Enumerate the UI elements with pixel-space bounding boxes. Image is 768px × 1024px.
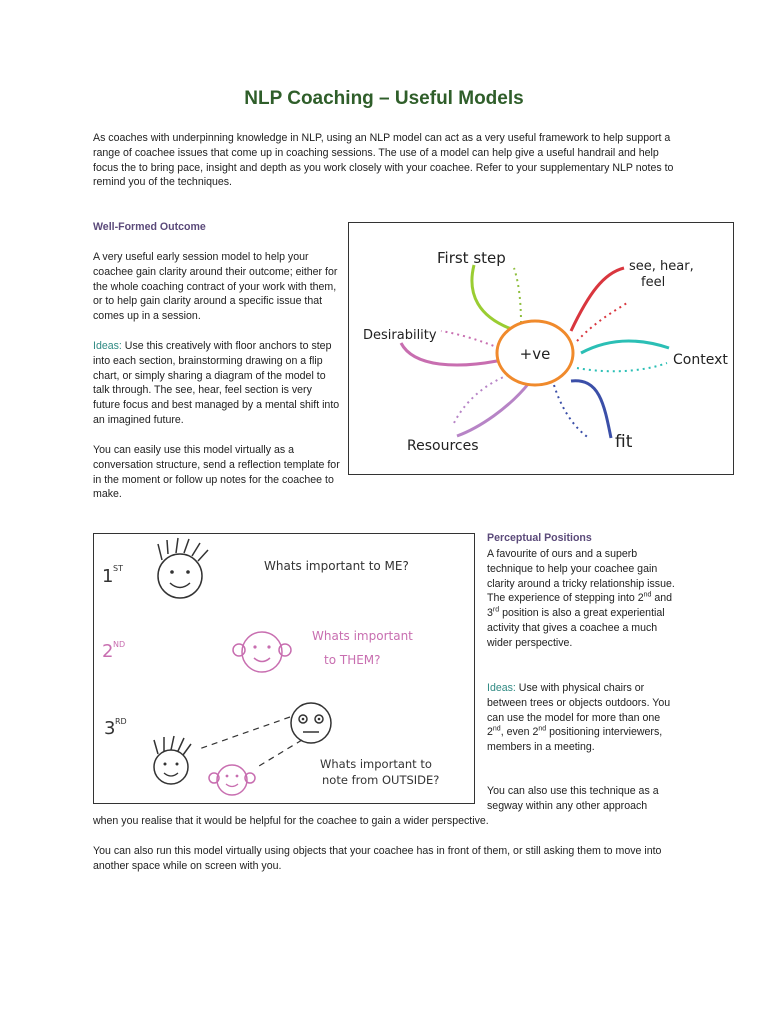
third-position-them-face [209,765,255,795]
page-title: NLP Coaching – Useful Models [244,88,524,109]
pp-ideas-b: , even 2 [500,726,539,739]
third-position-face [291,703,331,743]
pp-p1-a: A favourite of ours and a superb technique to help your coachee gain clarity around a tricky relationship issue. The experience of stepping into 2 [487,548,675,605]
first-step-dotted-petal [514,268,521,323]
third-position-me-face [154,736,191,784]
second-position-number: 2 [102,641,114,662]
center-label: +ve [519,345,551,363]
desirability-dotted-petal [441,331,499,348]
context-petal [581,341,669,353]
resources-petal [457,383,529,436]
them-text-line1: Whats important [312,629,413,643]
desirability-petal [401,343,497,365]
dashed-line-to-them [259,740,302,766]
them-text-line2: to THEM? [324,653,381,667]
pp-virtual-paragraph: You can also run this model virtually using objects that your coachee has in front of them, or still asking them to move into another space while on screen with you. [93,845,662,872]
me-text: Whats important to ME? [264,559,409,573]
third-position-number: 3 [104,718,116,739]
well-formed-outcome-diagram [348,222,734,475]
resources-dotted-petal [454,373,514,423]
wfo-ideas-label: Ideas: [93,340,122,352]
desirability-label: Desirability [363,328,437,343]
pp-ideas-sup2: nd [538,725,547,733]
pp-paragraph [487,547,677,651]
context-dotted-petal [577,363,667,371]
intro-paragraph: As coaches with underpinning knowledge in NLP, using an NLP model can act as a very useful framework to help support a range of coachee issues that come up in coaching sessions. The use of a model can help give a useful handrail and help focus the to bring pace, insight and depth as you work closely with your coachee. Refer to your supplementary NLP notes to remind you of the techniques. [93,132,674,189]
pp-p1-b: and 3 [487,592,673,620]
pp-ideas-sup1: nd [492,725,501,733]
outside-text-line1: Whats important to [320,757,432,771]
fit-petal [571,381,611,438]
pp-ideas-paragraph [487,681,677,755]
pp-p1-sup2: rd [492,606,500,614]
second-position-face [233,632,291,672]
third-position-suffix: RD [115,717,127,726]
first-position-face [158,538,208,598]
pp-p1-c: position is also a great experiential activity that gives a coachee a much wider perspective. [487,607,665,649]
first-step-label: First step [437,249,506,267]
wfo-virtual-paragraph: You can easily use this model virtually as a conversation structure, send a reflection template for in the moment or follow up notes for the coachee to make. [93,444,340,501]
see-hear-dotted-petal [577,303,627,341]
wfo-heading: Well-Formed Outcome [93,221,206,233]
resources-label: Resources [407,438,479,454]
outside-text-line2: note from OUTSIDE? [322,773,440,787]
first-step-petal [472,265,517,331]
wfo-ideas-paragraph [93,339,341,428]
pp-ideas-label: Ideas: [487,682,516,694]
fit-dotted-petal [554,385,589,438]
context-label: Context [673,352,728,368]
pp-drawing [94,534,474,803]
wfo-drawing [349,223,733,474]
dashed-line-to-me [199,717,290,749]
pp-ideas-c: positioning interviewers, members in a meeting. [487,726,663,754]
feel-label: feel [641,275,666,290]
pp-segway-continuation: when you realise that it would be helpful for the coachee to gain a wider perspective. [93,815,489,827]
pp-heading: Perceptual Positions [487,532,592,544]
pp-ideas-a: Use with physical chairs or between trees or objects outdoors. You can use the model for more than one 2 [487,682,671,739]
second-position-suffix: ND [113,640,126,649]
see-hear-petal [571,268,624,331]
pp-segway-paragraph: You can also use this technique as a segway within any other approach [487,785,659,812]
pp-p1-sup1: nd [643,591,652,599]
first-position-number: 1 [102,566,114,587]
perceptual-positions-diagram [93,533,475,804]
wfo-ideas-text: Use this creatively with floor anchors to step into each section, brainstorming drawing on a flip chart, or simply sharing a diagram of the model to talk through. The see, hear, feel section is very future focus and best managed by a mental shift into an imagined future. [93,340,340,426]
wfo-paragraph: A very useful early session model to help your coachee gain clarity around their outcome; either for the whole coaching contract of your work with them, or to help gain clarity around a specific issue that comes up in a session. [93,251,338,323]
see-hear-label: see, hear, [629,259,694,274]
fit-label: fit [615,432,633,452]
first-position-suffix: ST [113,564,123,573]
